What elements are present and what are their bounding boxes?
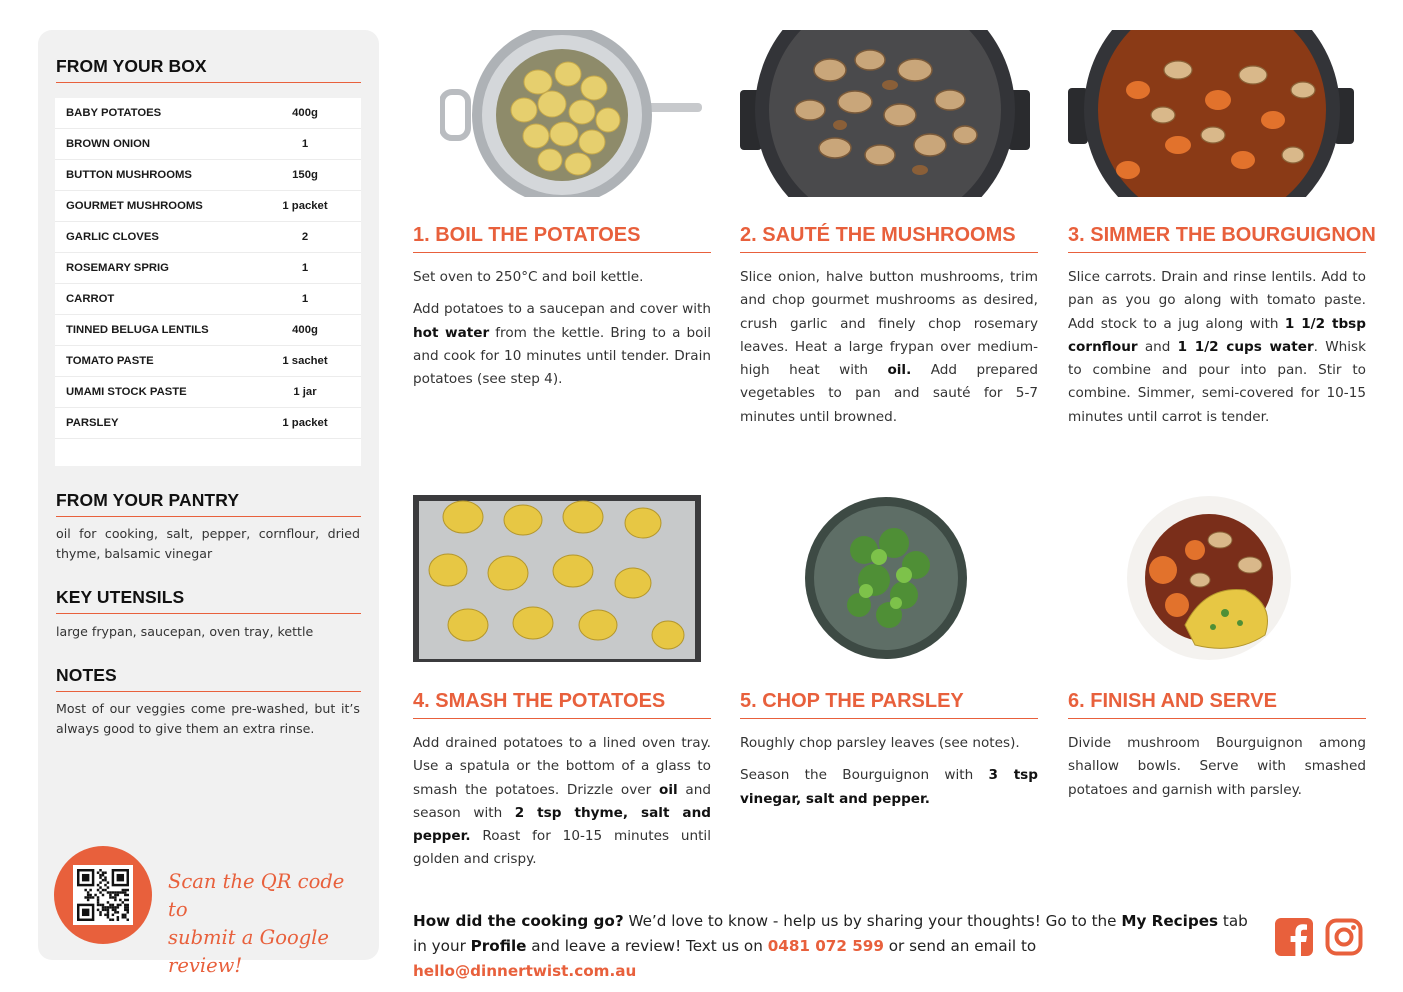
step-text-bold: 1 1/2 cups water (1177, 338, 1314, 355)
step-2-text (740, 266, 1038, 429)
step-text-segment: Roughly chop parsley leaves (see notes). (740, 735, 1020, 751)
step-5-text (740, 732, 1038, 811)
ingredient-quantity: 1 packet (282, 200, 328, 212)
ingredient-quantity: 1 packet (282, 417, 328, 429)
step-text-segment: and (1137, 338, 1178, 355)
ingredient-quantity: 1 (301, 293, 309, 305)
pantry-text: oil for cooking, salt, pepper, cornflour, dried thyme, balsamic vinegar (56, 526, 360, 561)
ingredient-name: CARROT (66, 293, 115, 305)
ingredient-name: BABY POTATOES (66, 107, 162, 119)
ingredient-name: BUTTON MUSHROOMS (66, 169, 192, 181)
step-3-photo-bourguignon-simmering (1068, 30, 1356, 197)
step-6-photo-served-bowl (1125, 495, 1293, 662)
ingredient-quantity: 400g (292, 107, 318, 119)
ingredient-quantity: 1 jar (293, 386, 317, 398)
ingredient-row (55, 377, 361, 408)
ingredient-quantity: 1 (301, 138, 309, 150)
step-text-segment: Slice carrots. Drain and rinse lentils. Add to pan as you go along with tomato paste. Add stock to a jug along with (1068, 269, 1366, 332)
feedback-text-2: tab in your (413, 912, 1248, 955)
ingredient-row (55, 222, 361, 253)
step-text-bold: 2 tsp thyme, salt and pepper. (413, 804, 711, 845)
step-text-segment: Slice onion, halve button mushrooms, trim and chop gourmet mushrooms as desired, crush garlic and finely chop rosemary leaves. Heat a large frypan over medium-high heat with (740, 269, 1038, 379)
step-paragraph (413, 298, 711, 391)
ingredient-name: PARSLEY (66, 417, 119, 429)
step-text-segment: . Whisk to combine and pour into pan. Stir to combine. Simmer, semi-covered for 10-15 minutes until carrot is tender. (1068, 338, 1367, 425)
ingredient-row (55, 315, 361, 346)
step-4-photo-smashed-potatoes-tray (413, 495, 701, 662)
step-paragraph (1068, 266, 1366, 429)
feedback-question: How did the cooking go? (413, 912, 624, 930)
ingredient-table (55, 98, 361, 466)
ingredient-name: GOURMET MUSHROOMS (66, 200, 203, 212)
qr-code[interactable] (73, 865, 133, 925)
step-text-segment: Add prepared vegetables to pan and sauté for 5-7 minutes until browned. (740, 362, 1038, 425)
my-recipes-label: My Recipes (1121, 912, 1219, 930)
step-paragraph (413, 266, 711, 289)
step-2-title: 2. SAUTÉ THE MUSHROOMS (740, 224, 1038, 253)
ingredient-quantity: 400g (292, 324, 318, 336)
step-text-segment: Add potatoes to a saucepan and cover with (413, 301, 711, 318)
ingredient-row (55, 129, 361, 160)
step-4-title: 4. SMASH THE POTATOES (413, 690, 711, 719)
step-text-segment: and season with (413, 781, 711, 821)
step-paragraph (740, 266, 1038, 429)
sidebar (38, 30, 379, 977)
step-1-text (413, 266, 711, 391)
profile-label: Profile (470, 937, 527, 955)
step-paragraph (1068, 732, 1366, 802)
ingredient-name: TOMATO PASTE (66, 355, 154, 367)
ingredient-row (55, 408, 361, 439)
step-text-segment: Add drained potatoes to a lined oven tray. Use a spatula or the bottom of a glass to smash the potatoes. Drizzle over (413, 735, 711, 798)
qr-caption-line-1: Scan the QR code to (168, 870, 345, 921)
step-paragraph (740, 764, 1038, 811)
ingredient-quantity: 150g (292, 169, 318, 181)
ingredient-row (55, 191, 361, 222)
ingredient-row (55, 253, 361, 284)
step-text-segment: Set oven to 250°C and boil kettle. (413, 269, 644, 285)
ingredient-name: GARLIC CLOVES (66, 231, 159, 243)
step-paragraph (413, 732, 711, 872)
qr-caption (168, 868, 368, 980)
feedback-footer (413, 909, 1263, 984)
step-4-text (413, 732, 711, 872)
step-paragraph (740, 732, 1038, 755)
phone-link[interactable]: 0481 072 599 (767, 937, 884, 955)
step-text-bold: 3 tsp vinegar, salt and pepper. (740, 767, 1039, 807)
step-text-bold: oil (659, 781, 678, 798)
ingredient-quantity: 2 (301, 231, 309, 243)
ingredient-row (55, 346, 361, 377)
step-text-bold: 1 1/2 tbsp cornflour (1068, 315, 1366, 355)
instagram-icon[interactable] (1325, 918, 1363, 956)
ingredient-row (55, 284, 361, 315)
ingredient-name: BROWN ONION (66, 138, 151, 150)
ingredient-name: TINNED BELUGA LENTILS (66, 324, 209, 336)
step-6-title: 6. FINISH AND SERVE (1068, 690, 1366, 719)
step-3-title: 3. SIMMER THE BOURGUIGNON (1068, 224, 1366, 253)
step-1-title: 1. BOIL THE POTATOES (413, 224, 711, 253)
step-text-bold: oil. (887, 362, 912, 379)
step-text-segment: from the kettle. Bring to a boil and cook for 10 minutes until tender. Drain potatoes (see step 4). (413, 324, 711, 388)
ingredient-row (55, 160, 361, 191)
key-utensils-heading: KEY UTENSILS (56, 587, 361, 614)
from-your-pantry-heading: FROM YOUR PANTRY (56, 490, 361, 517)
feedback-text-3: and leave a review! Text us on (526, 937, 768, 955)
qr-badge[interactable] (54, 846, 152, 944)
notes-text: Most of our veggies come pre-washed, but it’s always good to give them an extra rinse. (56, 701, 360, 736)
ingredient-name: ROSEMARY SPRIG (66, 262, 169, 274)
step-3-text (1068, 266, 1366, 429)
feedback-text-1: We’d love to know - help us by sharing your thoughts! Go to the (623, 912, 1122, 930)
ingredient-quantity: 1 (301, 262, 309, 274)
feedback-text-4: or send an email to (883, 937, 1037, 955)
ingredient-quantity: 1 sachet (282, 355, 328, 367)
notes-heading: NOTES (56, 665, 361, 692)
from-your-box-heading: FROM YOUR BOX (56, 56, 361, 83)
step-text-segment: Season the Bourguignon with (740, 767, 989, 784)
step-text-segment: Divide mushroom Bourguignon among shallow bowls. Serve with smashed potatoes and garnish with parsley. (1068, 735, 1366, 798)
email-link[interactable]: hello@dinnertwist.com.au (413, 962, 637, 980)
ingredient-name: UMAMI STOCK PASTE (66, 386, 187, 398)
step-1-photo-potatoes-in-saucepan (440, 30, 702, 197)
step-5-photo-chopped-parsley-bowl (804, 495, 968, 662)
utensils-text: large frypan, saucepan, oven tray, kettle (56, 624, 314, 639)
ingredient-row (55, 98, 361, 129)
facebook-icon[interactable] (1275, 918, 1313, 956)
qr-caption-line-2: submit a Google review! (168, 926, 329, 977)
step-text-bold: hot water (413, 324, 490, 341)
step-6-text (1068, 732, 1366, 802)
step-text-segment: Roast for 10-15 minutes until golden and crispy. (413, 828, 711, 868)
qr-code-image (77, 869, 129, 921)
step-5-title: 5. CHOP THE PARSLEY (740, 690, 1038, 719)
step-2-photo-mushrooms-in-frypan (740, 30, 1030, 197)
